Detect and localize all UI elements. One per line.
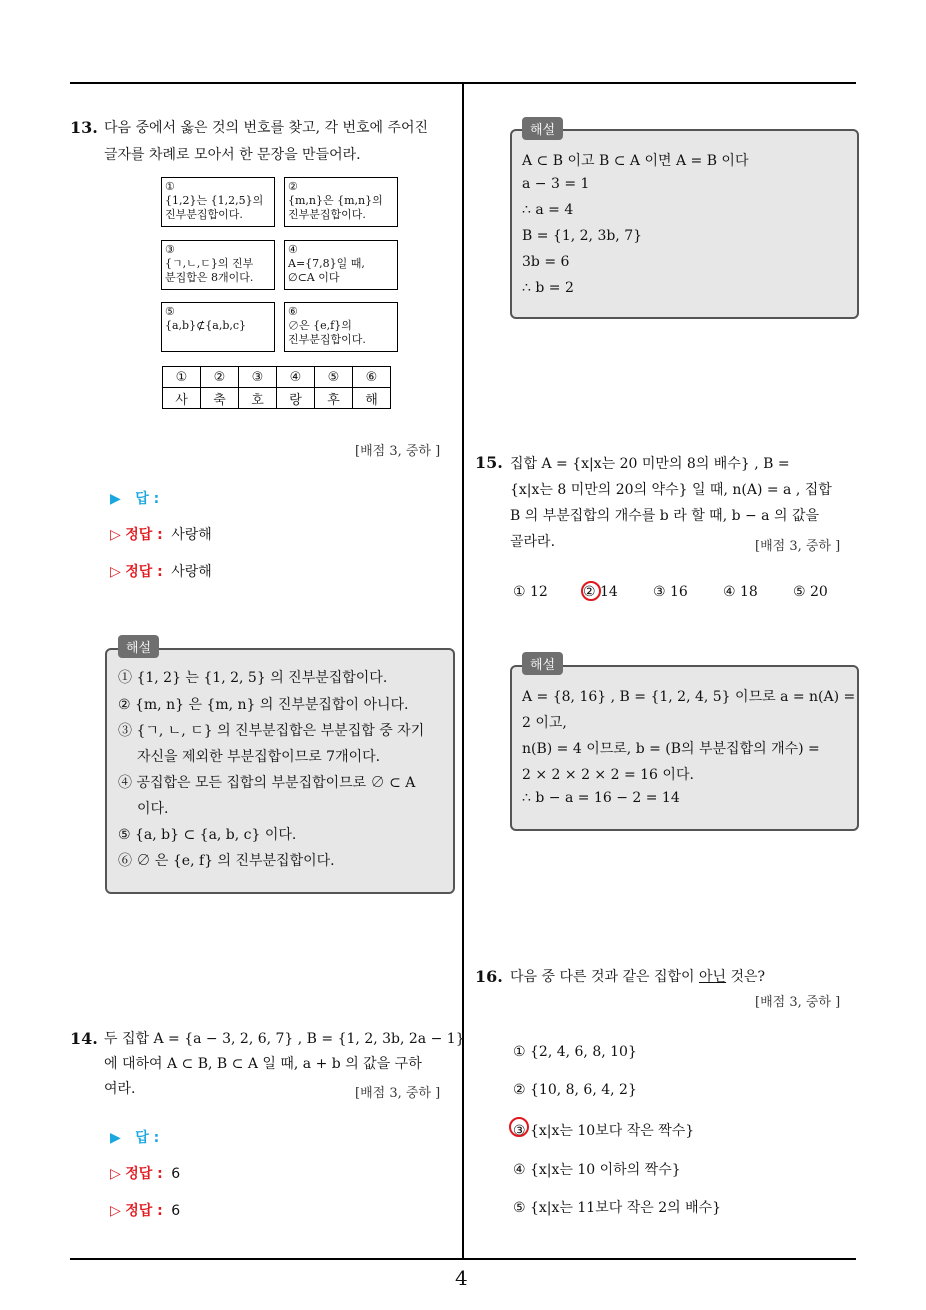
solution-line: 이다. — [137, 801, 169, 817]
page-number: 4 — [455, 1266, 468, 1290]
table-cell: ⑥ — [353, 367, 391, 388]
marked-answer-circle — [581, 581, 601, 601]
question-number: 14. — [70, 1029, 98, 1048]
question-number: 16. — [475, 967, 503, 986]
score-label: [배점 3, 중하 ] — [355, 444, 441, 459]
letter-table — [162, 366, 391, 409]
question-number: 13. — [70, 118, 98, 137]
correct-label: 정답 : — [125, 1203, 163, 1219]
answer-row — [110, 488, 159, 508]
correct-value: 사랑해 — [171, 564, 212, 580]
solution-line: 3b = 6 — [522, 254, 570, 270]
table-cell: 후 — [315, 388, 353, 409]
score-label: [배점 3, 중하 ] — [755, 995, 841, 1010]
question-number: 15. — [475, 453, 503, 472]
choice-5[interactable]: ⑤ 20 — [793, 584, 828, 600]
statement-number: ④ — [288, 243, 298, 256]
statement-text: ∅은 {e,f}의 — [288, 319, 352, 332]
question-text: 두 집합 A = {a − 3, 2, 6, 7} , B = {1, 2, 3b, 2a − 1} — [104, 1031, 465, 1047]
correct-answer-row — [110, 1200, 180, 1220]
question-text: 다음 중에서 옳은 것의 번호를 찾고, 각 번호에 주어진 — [104, 120, 429, 136]
choice-2[interactable]: ② {10, 8, 6, 4, 2} — [513, 1082, 637, 1098]
choice-3[interactable]: ③ 16 — [653, 584, 688, 600]
play-outline-icon: ▷ — [110, 1166, 121, 1182]
choice-3[interactable]: ③ {x|x는 10보다 작은 짝수} — [513, 1123, 695, 1139]
play-outline-icon: ▷ — [110, 564, 121, 580]
correct-label: 정답 : — [125, 564, 163, 580]
play-icon: ▶ — [110, 491, 121, 507]
table-cell: 사 — [163, 388, 201, 409]
solution-line: a − 3 = 1 — [522, 176, 590, 192]
underlined-word: 아닌 — [699, 969, 727, 985]
statement-text: ∅⊂A 이다 — [288, 271, 340, 284]
solution-line: ∴ a = 4 — [522, 202, 574, 218]
table-row — [163, 367, 391, 388]
solution-line: A = {8, 16} , B = {1, 2, 4, 5} 이므로 a = n(A) = — [522, 689, 856, 705]
choice-2[interactable]: ② 14 — [583, 584, 618, 600]
statement-text: 진부분집합이다. — [288, 333, 366, 346]
choice-1[interactable]: ① {2, 4, 6, 8, 10} — [513, 1044, 637, 1060]
statement-number: ⑤ — [165, 305, 175, 318]
table-cell: ④ — [277, 367, 315, 388]
question-text-part: 다음 중 다른 것과 같은 집합이 — [510, 969, 699, 985]
marked-answer-circle — [509, 1117, 529, 1137]
table-cell: ⑤ — [315, 367, 353, 388]
table-cell: ① — [163, 367, 201, 388]
table-cell: 랑 — [277, 388, 315, 409]
statement-number: ⑥ — [288, 305, 298, 318]
table-cell: 호 — [239, 388, 277, 409]
solution-line: ∴ b = 2 — [522, 280, 574, 296]
solution-tag: 해설 — [522, 652, 563, 675]
statement-box-2 — [284, 177, 398, 227]
correct-value: 6 — [171, 1203, 181, 1219]
play-outline-icon: ▷ — [110, 1203, 121, 1219]
choice-1[interactable]: ① 12 — [513, 584, 548, 600]
question-text: 집합 A = {x|x는 20 미만의 8의 배수} , B = — [510, 456, 790, 472]
statement-text: {ㄱ,ㄴ,ㄷ}의 진부 — [165, 257, 254, 270]
solution-line: ⑥ ∅ 은 {e, f} 의 진부분집합이다. — [118, 853, 335, 869]
solution-tag: 해설 — [522, 117, 563, 140]
solution-line: ⑤ {a, b} ⊂ {a, b, c} 이다. — [118, 827, 297, 843]
statement-box-6 — [284, 302, 398, 352]
table-cell: ② — [201, 367, 239, 388]
bottom-rule — [70, 1258, 856, 1260]
correct-value: 사랑해 — [171, 527, 212, 543]
table-cell: ③ — [239, 367, 277, 388]
solution-line: 2 이고, — [522, 715, 567, 731]
solution-line: A ⊂ B 이고 B ⊂ A 이면 A = B 이다 — [522, 153, 749, 169]
correct-answer-row — [110, 1163, 180, 1183]
question-text: 골라라. — [510, 534, 556, 550]
correct-label: 정답 : — [125, 527, 163, 543]
statement-box-5 — [161, 302, 275, 352]
statement-text: {m,n}은 {m,n}의 — [288, 194, 383, 207]
correct-label: 정답 : — [125, 1166, 163, 1182]
score-label: [배점 3, 중하 ] — [755, 539, 841, 554]
score-label: [배점 3, 중하 ] — [355, 1086, 441, 1101]
solution-line: ② {m, n} 은 {m, n} 의 진부분집합이 아니다. — [118, 697, 409, 713]
question-text: B 의 부분집합의 개수를 b 라 할 때, b − a 의 값을 — [510, 508, 820, 524]
question-text: {x|x는 8 미만의 20의 약수} 일 때, n(A) = a , 집합 — [510, 482, 832, 498]
answer-label: 답 : — [135, 491, 160, 507]
statement-text: {a,b}⊄{a,b,c} — [165, 319, 247, 332]
solution-line: ④ 공집합은 모든 집합의 부분집합이므로 ∅ ⊂ A — [118, 775, 416, 791]
table-cell: 축 — [201, 388, 239, 409]
question-text: 여라. — [104, 1081, 136, 1097]
play-outline-icon: ▷ — [110, 527, 121, 543]
solution-line: 자신을 제외한 부분집합이므로 7개이다. — [137, 749, 381, 765]
statement-text: 진부분집합이다. — [288, 208, 366, 221]
solution-line: B = {1, 2, 3b, 7} — [522, 228, 643, 244]
statement-number: ① — [165, 180, 175, 193]
table-cell: 해 — [353, 388, 391, 409]
answer-row — [110, 1127, 159, 1147]
choice-4[interactable]: ④ {x|x는 10 이하의 짝수} — [513, 1162, 681, 1178]
solution-line: ∴ b − a = 16 − 2 = 14 — [522, 790, 680, 806]
solution-line: n(B) = 4 이므로, b = (B의 부분집합의 개수) = — [522, 741, 820, 757]
statement-text: 분집합은 8개이다. — [165, 271, 254, 284]
question-text — [510, 964, 765, 991]
correct-answer-row — [110, 524, 212, 544]
solution-tag: 해설 — [118, 635, 159, 658]
play-icon: ▶ — [110, 1130, 121, 1146]
statement-box-4 — [284, 240, 398, 290]
column-divider — [462, 82, 464, 1260]
correct-answer-row — [110, 561, 212, 581]
table-row — [163, 388, 391, 409]
solution-line: ① {1, 2} 는 {1, 2, 5} 의 진부분집합이다. — [118, 670, 388, 686]
statement-text: 진부분집합이다. — [165, 208, 243, 221]
choice-5[interactable]: ⑤ {x|x는 11보다 작은 2의 배수} — [513, 1200, 722, 1216]
statement-box-3 — [161, 240, 275, 290]
choice-4[interactable]: ④ 18 — [723, 584, 758, 600]
statement-text: {1,2}는 {1,2,5}의 — [165, 194, 264, 207]
solution-line: 2 × 2 × 2 × 2 = 16 이다. — [522, 767, 694, 783]
statement-text: A={7,8}일 때, — [288, 257, 365, 270]
question-text: 글자를 차례로 모아서 한 문장을 만들어라. — [104, 147, 361, 163]
correct-value: 6 — [171, 1166, 181, 1182]
statement-box-1 — [161, 177, 275, 227]
question-text: 에 대하여 A ⊂ B, B ⊂ A 일 때, a + b 의 값을 구하 — [104, 1056, 422, 1072]
solution-line: ③ {ㄱ, ㄴ, ㄷ} 의 진부분집합은 부분집합 중 자기 — [118, 723, 425, 739]
question-text-part: 것은? — [726, 969, 766, 985]
answer-label: 답 : — [135, 1130, 160, 1146]
statement-number: ② — [288, 180, 298, 193]
statement-number: ③ — [165, 243, 175, 256]
